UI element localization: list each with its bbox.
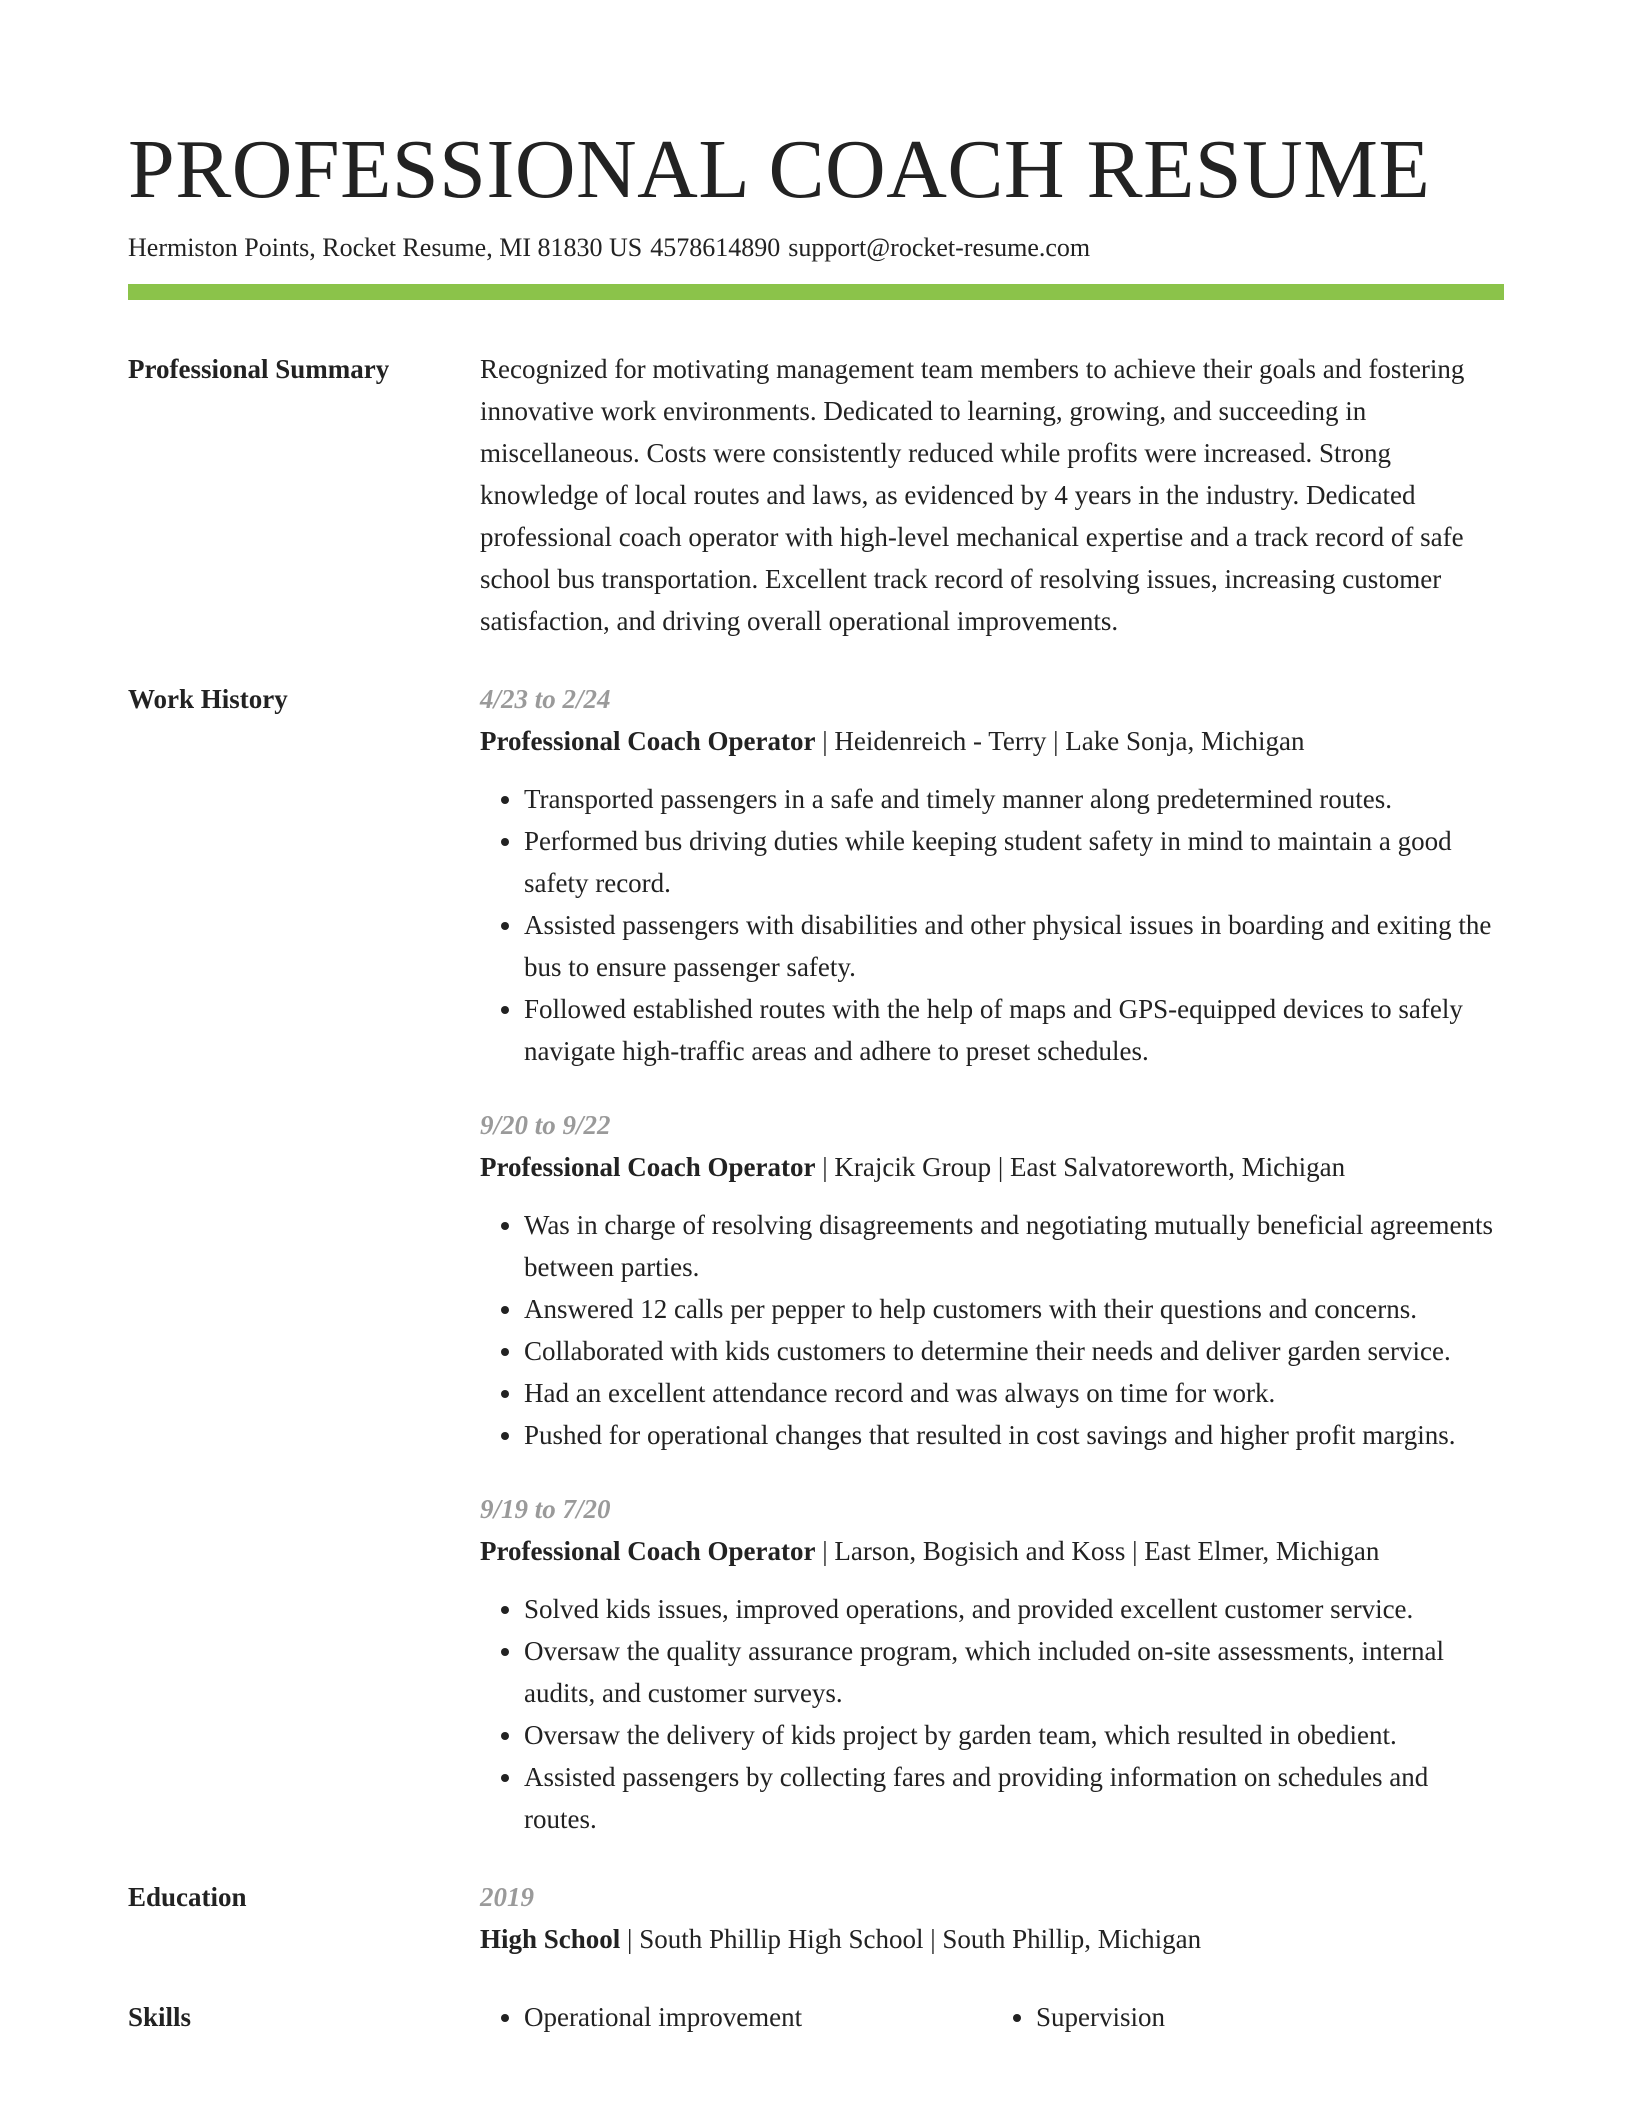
skills-content — [480, 1996, 1504, 2038]
job-bullet: • Collaborated with kids customers to determine their needs and deliver garden service. — [524, 1330, 1504, 1372]
job-dates: 4/23 to 2/24 — [480, 684, 611, 714]
job-bullet: • Transported passengers in a safe and timely manner along predetermined routes. — [524, 778, 1504, 820]
job-title-line — [480, 720, 1504, 762]
summary-text: Recognized for motivating management team members to achieve their goals and fostering innovative work environments. Dedicated to learning, growing, and succeeding in miscellaneous. Costs were consistently reduced while profits were increased. Strong knowledge of local routes and laws, as evidenced by 4 years in the industry. Dedicated professional coach operator with high-level mechanical expertise and a track record of safe school bus transportation. Excellent track record of resolving issues, increasing customer satisfaction, and driving overall operational improvements. — [480, 354, 1465, 636]
job-dates: 9/19 to 7/20 — [480, 1494, 611, 1524]
job-entry — [480, 678, 1504, 1072]
work-history-heading: Work History — [128, 684, 288, 714]
job-title-line — [480, 1530, 1504, 1572]
skill-item: • Operational improvement — [524, 1996, 992, 2038]
job-bullet: • Performed bus driving duties while keeping student safety in mind to maintain a good safety record. — [524, 820, 1504, 904]
resume-page — [128, 120, 1504, 2038]
contact-line — [128, 230, 1504, 266]
summary-section — [128, 348, 1504, 642]
summary-content — [480, 348, 1504, 642]
work-history-content — [480, 678, 1504, 1840]
job-bullet: • Oversaw the delivery of kids project by garden team, which resulted in obedient. — [524, 1714, 1504, 1756]
job-entry — [480, 1104, 1504, 1456]
work-history-section — [128, 678, 1504, 1840]
job-title: Professional Coach Operator — [480, 1536, 816, 1566]
job-employer-location: | Krajcik Group | East Salvatoreworth, Michigan — [815, 1152, 1346, 1182]
job-bullet: • Was in charge of resolving disagreements and negotiating mutually beneficial agreements between parties. — [524, 1204, 1504, 1288]
job-employer-location: | Larson, Bogisich and Koss | East Elmer, Michigan — [815, 1536, 1380, 1566]
job-bullet: • Assisted passengers with disabilities and other physical issues in boarding and exiting the bus to ensure passenger safety. — [524, 904, 1504, 988]
education-degree: High School — [480, 1924, 621, 1954]
skills-list-left — [480, 1996, 992, 2038]
contact-address: Hermiston Points, Rocket Resume, MI 81830 US — [128, 233, 643, 262]
job-title: Professional Coach Operator — [480, 1152, 816, 1182]
job-dates: 9/20 to 9/22 — [480, 1110, 611, 1140]
skills-heading: Skills — [128, 2002, 192, 2032]
education-year: 2019 — [480, 1882, 534, 1912]
accent-divider — [128, 284, 1504, 300]
resume-title: PROFESSIONAL COACH RESUME — [128, 123, 1431, 216]
job-bullets — [480, 1588, 1504, 1840]
summary-heading: Professional Summary — [128, 354, 390, 384]
education-content — [480, 1876, 1504, 1960]
contact-phone: 4578614890 — [650, 233, 781, 262]
job-bullet: • Pushed for operational changes that resulted in cost savings and higher profit margins. — [524, 1414, 1504, 1456]
job-bullet: • Followed established routes with the help of maps and GPS-equipped devices to safely navigate high-traffic areas and adhere to preset schedules. — [524, 988, 1504, 1072]
contact-email: support@rocket-resume.com — [788, 233, 1091, 262]
education-school-location: | South Phillip High School | South Phillip, Michigan — [620, 1924, 1202, 1954]
job-bullet: • Oversaw the quality assurance program, which included on-site assessments, internal audits, and customer surveys. — [524, 1630, 1504, 1714]
job-bullet: • Solved kids issues, improved operations, and provided excellent customer service. — [524, 1588, 1504, 1630]
skill-item: • Supervision — [1036, 1996, 1504, 2038]
job-entry — [480, 1488, 1504, 1840]
job-bullet: • Answered 12 calls per pepper to help customers with their questions and concerns. — [524, 1288, 1504, 1330]
job-bullets — [480, 778, 1504, 1072]
education-heading: Education — [128, 1882, 247, 1912]
education-line — [480, 1918, 1504, 1960]
job-bullet: • Had an excellent attendance record and was always on time for work. — [524, 1372, 1504, 1414]
skills-list-right — [992, 1996, 1504, 2038]
job-bullet: • Assisted passengers by collecting fares and providing information on schedules and routes. — [524, 1756, 1504, 1840]
skills-section — [128, 1996, 1504, 2038]
job-bullets — [480, 1204, 1504, 1456]
job-title-line — [480, 1146, 1504, 1188]
job-title: Professional Coach Operator — [480, 726, 816, 756]
education-section — [128, 1876, 1504, 1960]
job-employer-location: | Heidenreich - Terry | Lake Sonja, Michigan — [815, 726, 1305, 756]
